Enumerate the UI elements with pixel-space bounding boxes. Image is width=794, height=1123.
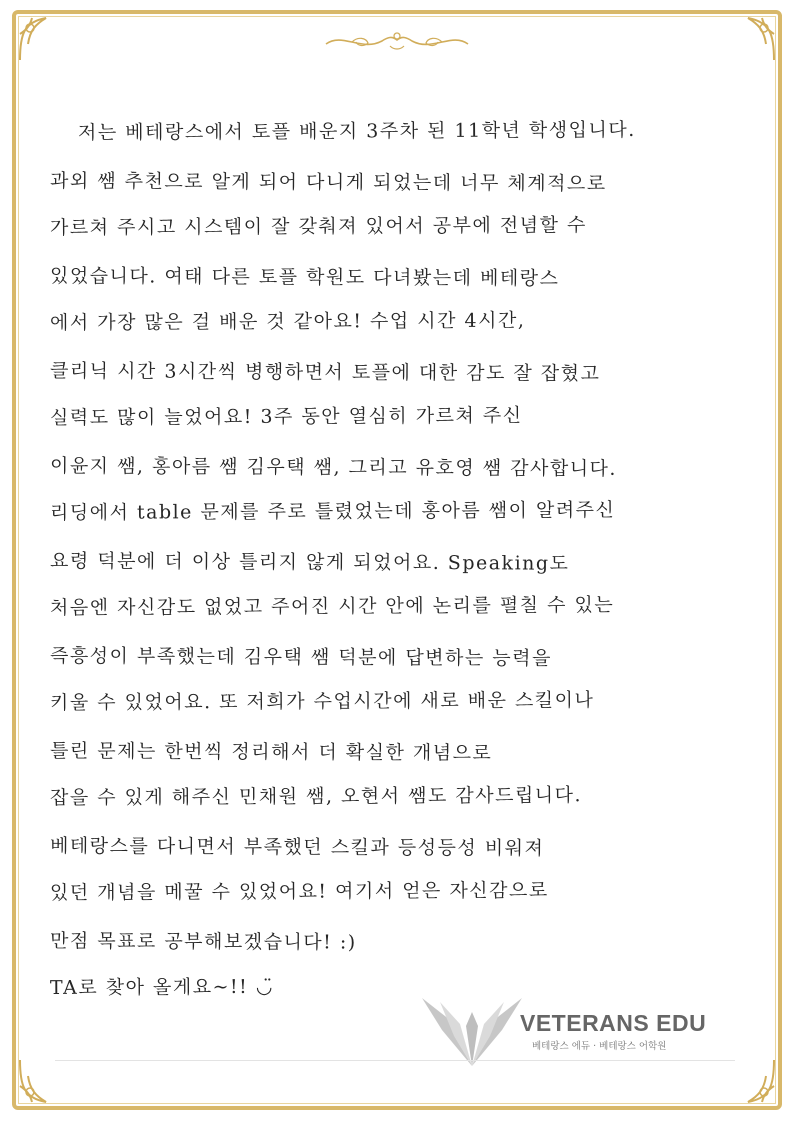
brand-watermark: [420, 990, 720, 1070]
letter-line: 처음엔 자신감도 없었고 주어진 시간 안에 논리를 펼칠 수 있는: [49, 594, 615, 619]
letter-line: TA로 찾아 올게요~!! ◡̈: [49, 975, 274, 999]
letter-line: 리딩에서 table 문제를 주로 틀렸었는데 홍아름 쌤이 알려주신: [49, 499, 616, 524]
letter-line: 과외 쌤 추천으로 알게 되어 다니게 되었는데 너무 체계적으로: [49, 169, 607, 195]
letter-line: 이윤지 쌤, 홍아름 쌤 김우택 쌤, 그리고 유호영 쌤 감사합니다.: [49, 454, 618, 480]
header-flourish-icon: [322, 28, 472, 54]
letter-line: 키울 수 있었어요. 또 저희가 수업시간에 새로 배운 스킬이나: [49, 689, 595, 714]
letter-line: 즉흥성이 부족했는데 김우택 쌤 덕분에 답변하는 능력을: [49, 644, 552, 670]
letter-line: 실력도 많이 늘었어요! 3주 동안 열심히 가르쳐 주신: [49, 404, 523, 429]
letter-line: 틀린 문제는 한번씩 정리해서 더 확실한 개념으로: [49, 739, 493, 764]
corner-ornament-icon: [728, 14, 778, 64]
letter-line: 잡을 수 있게 해주신 민채원 쌤, 오현서 쌤도 감사드립니다.: [49, 784, 583, 809]
corner-ornament-icon: [728, 1056, 778, 1106]
letter-line: 저는 베테랑스에서 토플 배운지 3주차 된 11학년 학생입니다.: [77, 118, 636, 144]
letter-line: 있었습니다. 여태 다른 토플 학원도 다녀봤는데 베테랑스: [49, 264, 560, 290]
letter-line: 있던 개념을 메꿀 수 있었어요! 여기서 얻은 자신감으로: [49, 879, 549, 904]
letter-line: 에서 가장 많은 걸 배운 것 같아요! 수업 시간 4시간,: [49, 309, 526, 334]
letter-line: 만점 목표로 공부해보겠습니다! :): [49, 929, 357, 954]
brand-name: VETERANS EDU: [520, 1010, 707, 1036]
letter-line: 클리닉 시간 3시간씩 병행하면서 토플에 대한 감도 잘 잡혔고: [49, 359, 601, 385]
letter-line: 요령 덕분에 더 이상 틀리지 않게 되었어요. Speaking도: [49, 549, 570, 575]
corner-ornament-icon: [16, 14, 66, 64]
letter-line: 베테랑스를 다니면서 부족했던 스킬과 등성등성 비워져: [49, 834, 545, 860]
handwritten-letter: [50, 110, 740, 1013]
brand-subtitle: 베테랑스 에듀 · 베테랑스 어학원: [532, 1041, 667, 1052]
corner-ornament-icon: [16, 1056, 66, 1106]
divider: [55, 1060, 735, 1061]
letter-line: 가르쳐 주시고 시스템이 잘 갖춰져 있어서 공부에 전념할 수: [49, 214, 587, 239]
wings-logo-icon: [420, 990, 525, 1070]
